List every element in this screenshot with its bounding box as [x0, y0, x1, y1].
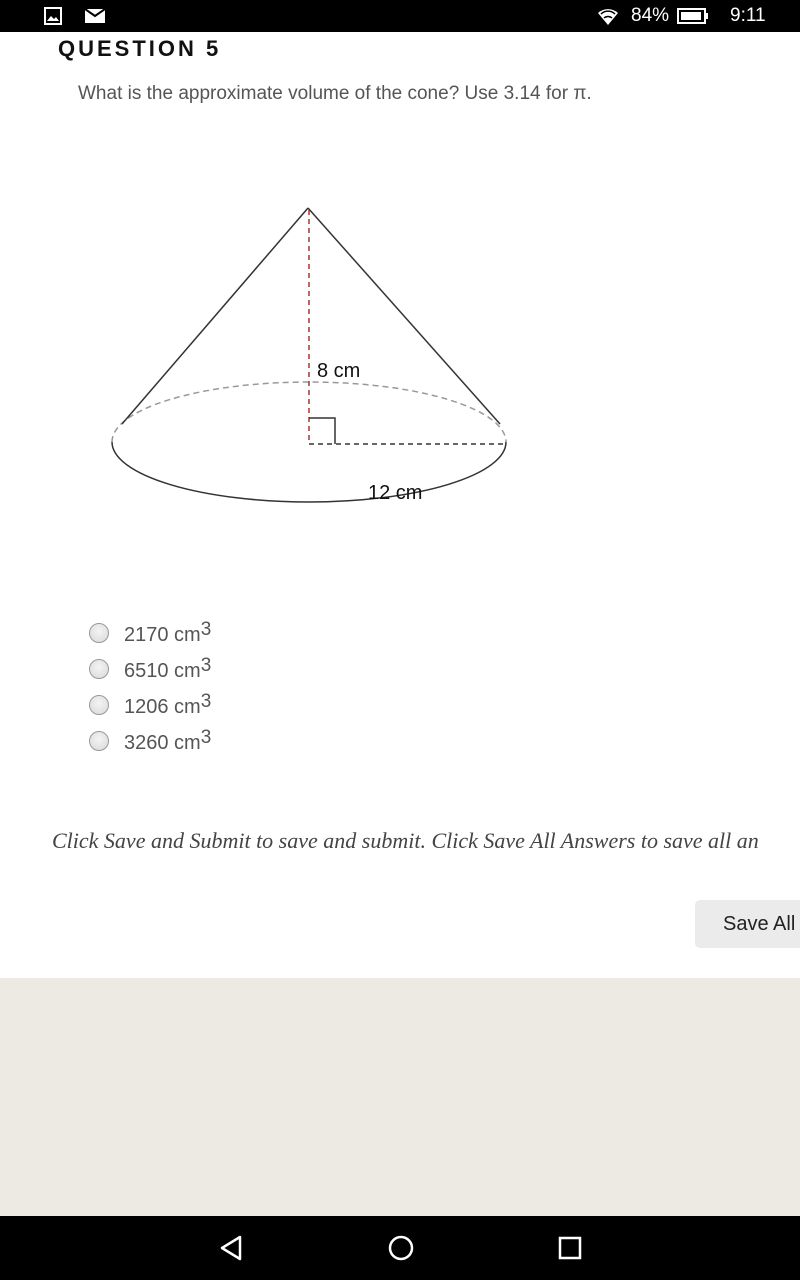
answer-option[interactable]	[88, 615, 211, 651]
image-icon	[44, 7, 62, 25]
question-text: What is the approximate volume of the cone? Use 3.14 for π.	[78, 83, 592, 104]
recents-icon[interactable]	[558, 1236, 582, 1260]
answer-options	[88, 615, 211, 759]
back-icon[interactable]	[218, 1234, 244, 1262]
option-label[interactable]: 2170 $cm^3$	[124, 618, 212, 646]
radio-button[interactable]	[89, 695, 109, 715]
cone-right-side	[308, 208, 500, 424]
status-bar	[0, 0, 800, 32]
option-label[interactable]: 1206 $cm^3$	[124, 690, 212, 718]
radio-button[interactable]	[89, 623, 109, 643]
right-angle-marker	[309, 418, 335, 444]
option-label[interactable]: 6510 $cm^3$	[124, 654, 212, 682]
save-all-button[interactable]: Save All	[695, 900, 800, 948]
question-title: QUESTION 5	[58, 36, 222, 61]
battery-percent: 84%	[631, 5, 670, 26]
mail-icon	[85, 9, 105, 23]
battery-icon	[677, 8, 709, 24]
home-icon[interactable]	[387, 1234, 415, 1262]
radio-button[interactable]	[89, 659, 109, 679]
cone-base-front-edge	[112, 442, 506, 502]
submit-instructions: Click Save and Submit to save and submit. Click Save All Answers to save all an	[52, 828, 759, 853]
navigation-bar	[0, 1216, 800, 1280]
radius-label: 12 cm	[368, 482, 423, 504]
cone-figure	[100, 202, 520, 512]
page-footer-area	[0, 978, 800, 1216]
answer-option[interactable]	[88, 687, 211, 723]
answer-option[interactable]	[88, 651, 211, 687]
answer-option[interactable]	[88, 723, 211, 759]
radio-button[interactable]	[89, 731, 109, 751]
wifi-icon	[596, 6, 620, 26]
option-label[interactable]: 3260 $cm^3$	[124, 726, 212, 754]
height-label: 8 cm	[317, 360, 361, 382]
clock: 9:11	[730, 5, 766, 26]
cone-left-side	[122, 208, 308, 424]
question-panel	[0, 32, 800, 978]
